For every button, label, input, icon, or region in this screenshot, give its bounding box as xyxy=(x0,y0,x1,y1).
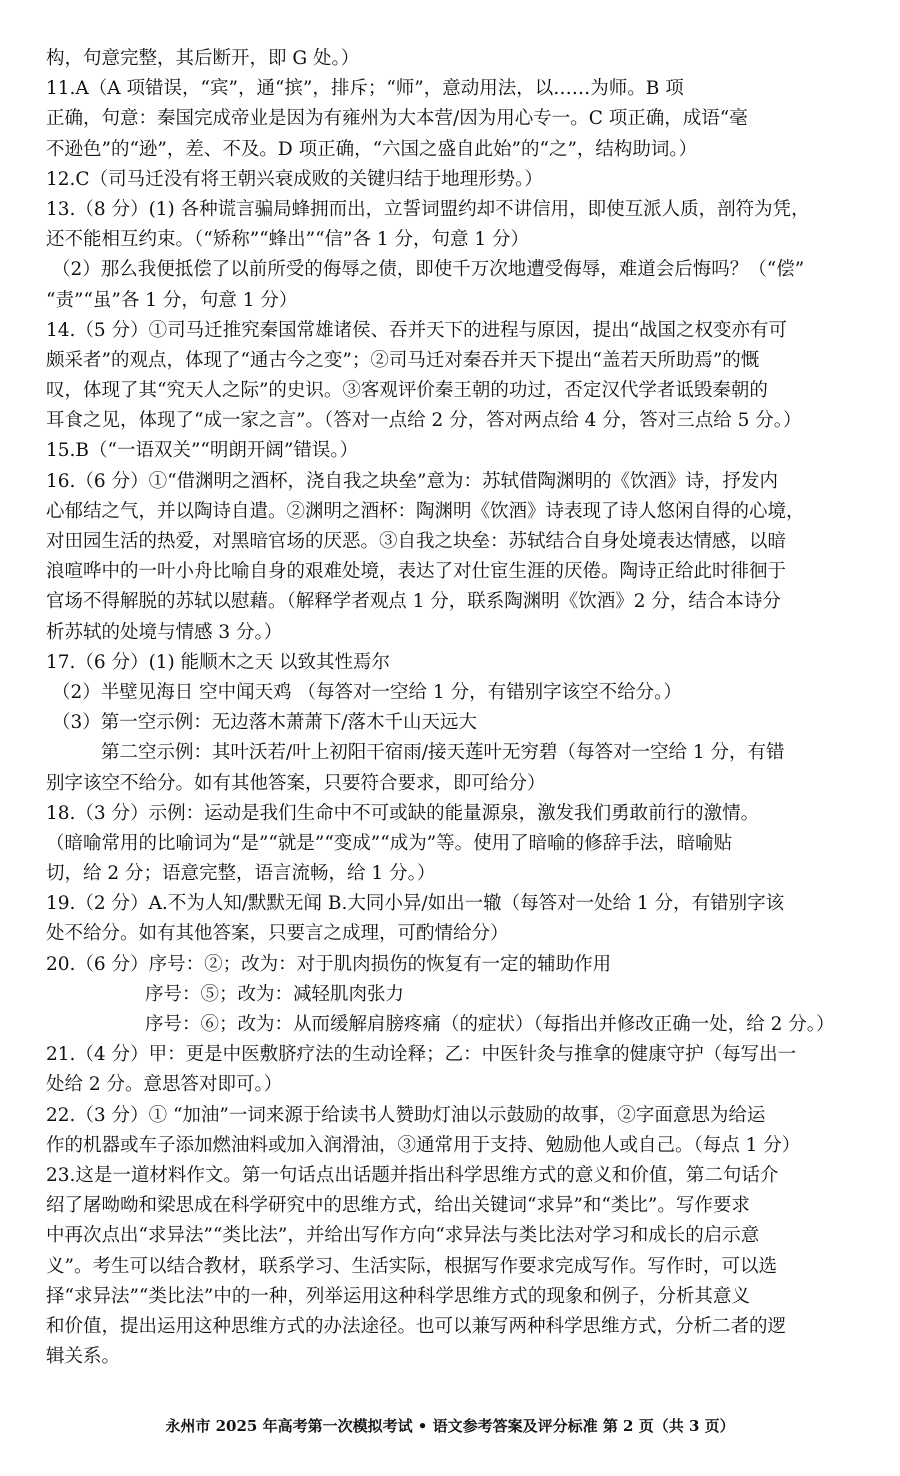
text-line: （暗喻常用的比喻词为“是”“就是”“变成”“成为”等。使用了暗喻的修辞手法，暗喻贴 xyxy=(46,832,733,854)
text-line: 和价值，提出运用这种思维方式的办法途径。也可以兼写两种科学思维方式，分析二者的逻 xyxy=(46,1315,787,1337)
text-line: 析苏轼的处境与情感 3 分。） xyxy=(46,621,283,643)
text-line: 14.（5 分）①司马迁推究秦国常雄诸侯、吞并天下的进程与原因，提出“战国之权变亦有可 xyxy=(46,319,788,341)
text-line: “责”“虽”各 1 分，句意 1 分） xyxy=(46,289,298,311)
text-line: 13.（8 分）(1) 各种谎言骗局蜂拥而出，立誓词盟约却不讲信用，即使互派人质，剖符为凭， xyxy=(46,198,810,220)
text-line: 18.（3 分）示例：运动是我们生命中不可或缺的能量源泉，激发我们勇敢前行的激情。 xyxy=(46,802,760,824)
text-line: 序号：⑤；改为：减轻肌肉张力 xyxy=(145,983,405,1005)
text-line: 中再次点出“求异法”“类比法”，并给出写作方向“求异法与类比法对学习和成长的启示意 xyxy=(46,1225,760,1247)
text-line: 16.（6 分）①“借渊明之酒杯，浇自我之块垒”意为：苏轼借陶渊明的《饮酒》诗，抒发内 xyxy=(46,470,778,492)
text-line: 绍了屠呦呦和梁思成在科学研究中的思维方式，给出关键词“求异”和“类比”。写作要求 xyxy=(46,1195,750,1217)
text-line: 19.（2 分）A.不为人知/默默无闻 B.大同小异/如出一辙（每答对一处给 1 分，有错别字该 xyxy=(46,893,785,915)
text-line: 第二空示例：其叶沃若/叶上初阳干宿雨/接天莲叶无穷碧（每答对一空给 1 分，有错 xyxy=(101,742,785,764)
text-line: 颇采者”的观点，体现了“通古今之变”；②司马迁对秦吞并天下提出“盖若天所助焉”的慨 xyxy=(46,349,760,371)
text-line: 22.（3 分）① “加油”一词来源于给读书人赞助灯油以示鼓励的故事，②字面意思为给运 xyxy=(46,1104,766,1126)
text-line: 叹，体现了其“究天人之际”的史识。③客观评价秦王朝的功过，否定汉代学者诋毁秦朝的 xyxy=(46,380,768,402)
text-line: 20.（6 分）序号：②；改为：对于肌肉损伤的恢复有一定的辅助作用 xyxy=(46,953,612,975)
text-line: 不逊色”的“逊”，差、不及。D 项正确，“六国之盛自此始”的“之”，结构助词。） xyxy=(46,138,698,160)
text-line: 处给 2 分。意思答对即可。） xyxy=(46,1074,283,1096)
text-line: 23.这是一道材料作文。第一句话点出话题并指出科学思维方式的意义和价值，第二句话介 xyxy=(46,1164,779,1186)
text-line: 还不能相互约束。（“矫称”“蜂出”“信”各 1 分，句意 1 分） xyxy=(46,229,530,251)
text-line: （2）半壁见海日 空中闻天鸡 （每答对一空给 1 分，有错别字该空不给分。） xyxy=(52,681,682,703)
text-line: 义”。考生可以结合教材，联系学习、生活实际，根据写作要求完成写作。写作时，可以选 xyxy=(46,1255,777,1277)
text-line: 心郁结之气，并以陶诗自遣。②渊明之酒杯：陶渊明《饮酒》诗表现了诗人悠闲自得的心境， xyxy=(46,500,805,522)
text-line: 切，给 2 分；语意完整，语言流畅，给 1 分。） xyxy=(46,863,436,885)
text-line: 耳食之见，体现了“成一家之言”。（答对一点给 2 分，答对两点给 4 分，答对三点给 5 分。） xyxy=(46,410,802,432)
text-line: 21.（4 分）甲：更是中医敷脐疗法的生动诠释；乙：中医针灸与推拿的健康守护（每写出一 xyxy=(46,1044,797,1066)
text-line: （3）第一空示例：无边落木萧萧下/落木千山天远大 xyxy=(52,712,478,734)
text-line: （2）那么我便抵偿了以前所受的侮辱之债，即使千万次地遭受侮辱，难道会后悔吗？（“偿” xyxy=(52,259,805,281)
text-line: 构，句意完整，其后断开，即 G 处。） xyxy=(46,48,360,69)
text-line: 正确，句意：秦国完成帝业是因为有雍州为大本营/因为用心专一。C 项正确，成语“毫 xyxy=(46,108,748,130)
text-line: 对田园生活的热爱，对黑暗官场的厌恶。③自我之块垒：苏轼结合自身处境表达情感，以暗 xyxy=(46,531,787,552)
text-line: 11.A（A 项错误，“宾”，通“摈”，排斥；“师”，意动用法，以……为师。B 项 xyxy=(46,78,684,100)
answer-key-body xyxy=(46,44,854,1372)
text-line: 官场不得解脱的苏轼以慰藉。（解释学者观点 1 分，联系陶渊明《饮酒》2 分，结合本诗分 xyxy=(46,591,781,613)
text-line: 处不给分。如有其他答案，只要言之成理，可酌情给分） xyxy=(46,923,509,945)
text-line: 12.C（司马迁没有将王朝兴衰成败的关键归结于地理形势。） xyxy=(46,168,543,190)
text-line: 17.（6 分）(1) 能顺木之天 以致其性焉尔 xyxy=(46,651,391,673)
text-line: 择“求异法”“类比法”中的一种，列举运用这种科学思维方式的现象和例子，分析其意义 xyxy=(46,1285,750,1307)
text-line: 作的机器或车子添加燃油料或加入润滑油，③通常用于支持、勉励他人或自己。（每点 1 分） xyxy=(46,1134,801,1156)
text-line: 辑关系。 xyxy=(46,1346,121,1368)
page-footer: 永州市 2025 年高考第一次模拟考试 • 语文参考答案及评分标准 第 2 页（共 3 页） xyxy=(165,1417,735,1435)
text-line: 序号：⑥；改为：从而缓解肩膀疼痛（的症状）（每指出并修改正确一处，给 2 分。） xyxy=(145,1014,835,1035)
text-line: 别字该空不给分。如有其他答案，只要符合要求，即可给分） xyxy=(46,772,546,794)
text-line: 15.B（“一语双关”“明朗开阔”错误。） xyxy=(46,440,359,462)
text-line: 浪喧哗中的一叶小舟比喻自身的艰难处境，表达了对仕宦生涯的厌倦。陶诗正给此时徘徊于 xyxy=(46,561,787,583)
